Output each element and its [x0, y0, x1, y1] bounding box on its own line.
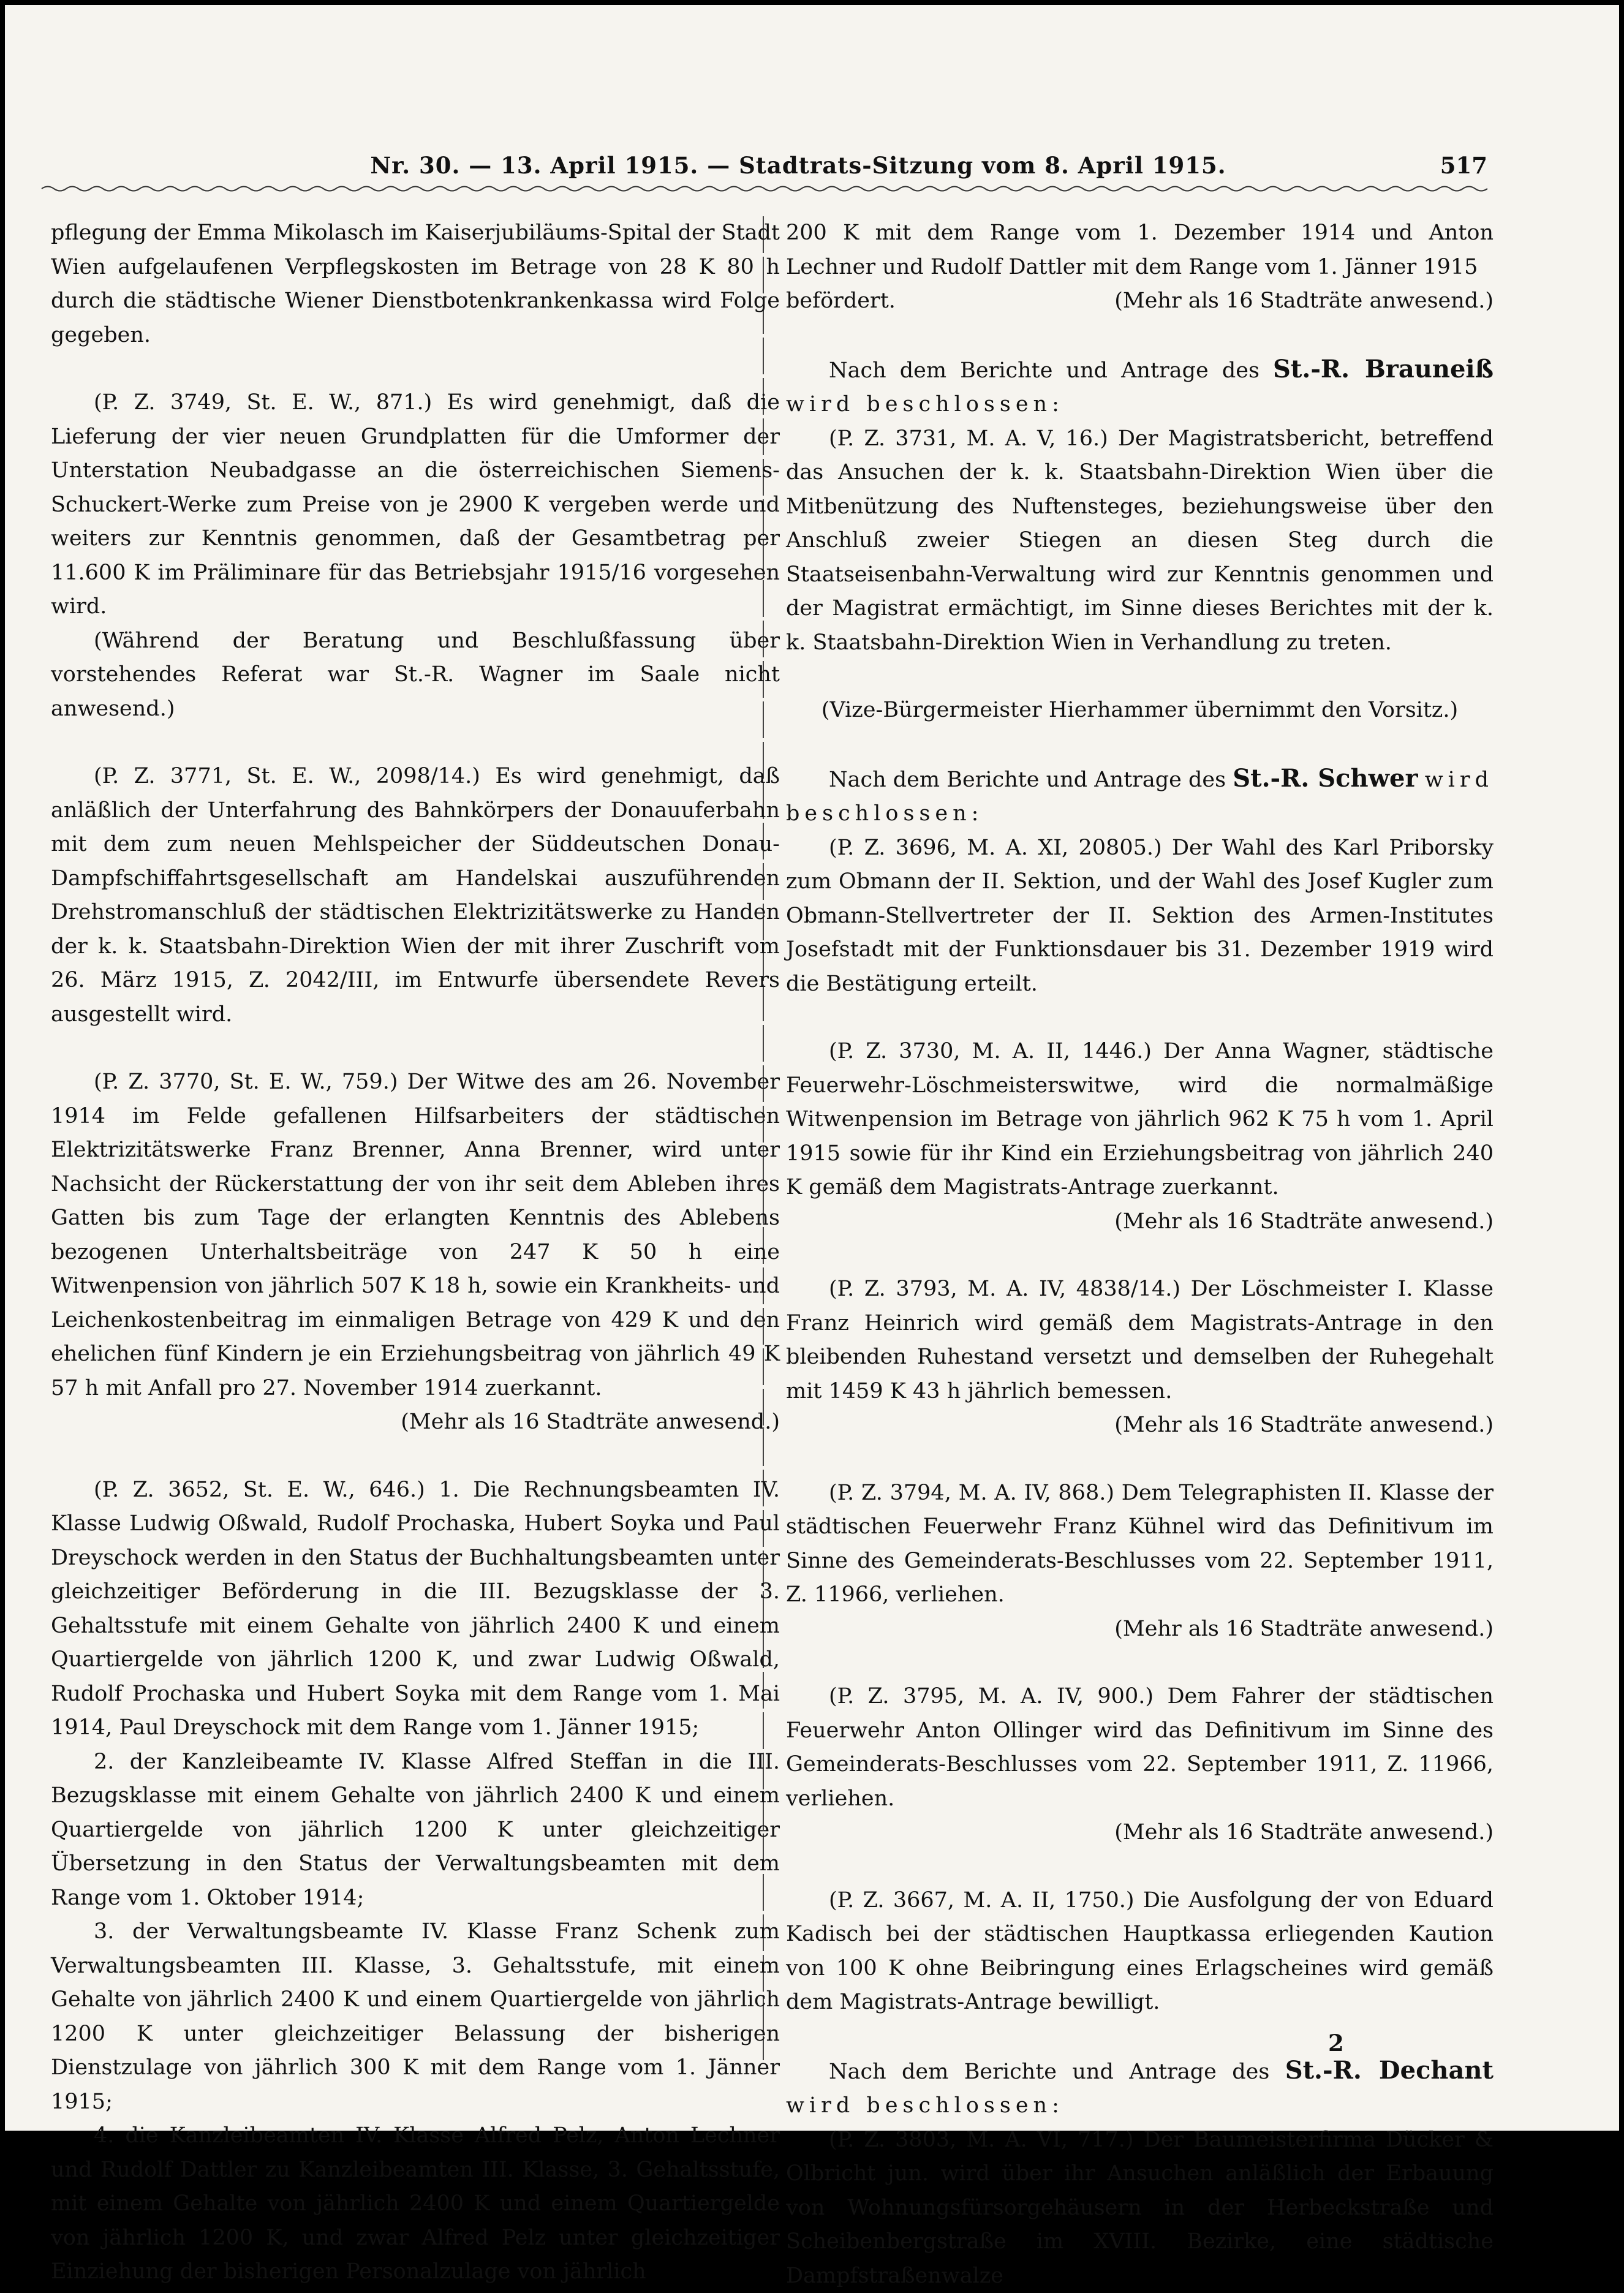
- councillor-name: St.-R. Schwer: [1233, 764, 1418, 793]
- attendance-note: (Mehr als 16 Stadträte anwesend.): [51, 1405, 780, 1440]
- paragraph-ending: [786, 284, 1494, 319]
- page-header: Nr. 30. — 13. April 1915. — Stadtrats-Sitzung vom 8. April 1915.: [348, 152, 1248, 179]
- attendance-note: (Mehr als 16 Stadträte anwesend.): [786, 1408, 1494, 1443]
- paragraph: 3. der Verwaltungsbeamte IV. Klasse Franz Schenk zum Verwaltungsbeamten III. Klasse, 3. Gehaltsstufe, mit einem Gehalte von jährlich 2400 K und einem Quartiergelde von jährlich 1200 K unter gleichzeitiger Belassung der bisherigen Dienstzulage von jährlich 300 K mit dem Range vom 1. Jänner 1915;: [51, 1915, 780, 2119]
- signature-mark: 2: [1328, 2030, 1344, 2057]
- resolution-intro: [786, 761, 1494, 831]
- intro-text: Nach dem Berichte und Antrage des: [829, 358, 1260, 383]
- paragraph: (P. Z. 3667, M. A. II, 1750.) Die Ausfolgung der von Eduard Kadisch bei der städtischen Hauptkassa erliegenden Kaution von 100 K ohne Beibringung eines Erlagscheines wird gemäß dem Magistrats-Antrage bewilligt.: [786, 1884, 1494, 2020]
- councillor-name: St.-R. Brauneiß: [1273, 355, 1494, 383]
- paragraph: (P. Z. 3771, St. E. W., 2098/14.) Es wird genehmigt, daß anläßlich der Unterfahrung des Bahnkörpers der Donauuferbahn mit dem zum neuen Mehlspeicher der Süddeutschen Donau-Dampfschiffahrtsgesellschaft am Handelskai auszuführenden Drehstromanschluß der städtischen Elektrizitätswerke zu Handen der k. k. Staatsbahn-Direktion Wien der mit ihrer Zuschrift vom 26. März 1915, Z. 2042/III, im Entwurfe übersendete Revers ausgestellt wird.: [51, 760, 780, 1032]
- paragraph: (P. Z. 3770, St. E. W., 759.) Der Witwe des am 26. November 1914 im Felde gefallenen Hilfsarbeiters der städtischen Elektrizitätswerke Franz Brenner, Anna Brenner, wird unter Nachsicht der Rückerstattung der von ihr seit dem Ableben ihres Gatten bis zum Tage der erlangten Kenntnis des Ablebens bezogenen Unterhaltsbeiträge von 247 K 50 h eine Witwenpension von jährlich 507 K 18 h, sowie ein Krankheits- und Leichenkostenbeitrag im einmaligen Betrage von 429 K und den ehelichen fünf Kindern je ein Erziehungsbeitrag von jährlich 49 K 57 h mit Anfall pro 27. November 1914 zuerkannt.: [51, 1065, 780, 1405]
- intro-text: Nach dem Berichte und Antrage des: [829, 768, 1226, 792]
- wavy-header-rule: [42, 179, 1487, 198]
- paragraph: 4. die Kanzleibeamten IV. Klasse Alfred Pelz, Anton Lechner und Rudolf Dattler zu Kanzleibeamten III. Klasse, 3. Gehaltsstufe, mit einem Gehalte von jährlich 2400 K und einem Quartiergelde von jährlich 1200 K, und zwar Alfred Pelz unter gleichzeitiger Einziehung der bisherigen Personalzulage von jährlich: [51, 2119, 780, 2289]
- page-number: 517: [1414, 152, 1487, 179]
- paragraph: (P. Z. 3749, St. E. W., 871.) Es wird genehmigt, daß die Lieferung der vier neuen Grundplatten für die Umformer der Unterstation Neubadgasse an die österreichischen Siemens-Schuckert-Werke zum Preise von je 2900 K vergeben werde und weiters zur Kenntnis genommen, daß der Gesamtbetrag per 11.600 K im Präliminare für das Betriebsjahr 1915/16 vorgesehen wird.: [51, 386, 780, 624]
- intro-text: Nach dem Berichte und Antrage des: [829, 2060, 1269, 2084]
- chair-note: (Vize-Bürgermeister Hierhammer übernimmt den Vorsitz.): [786, 693, 1494, 728]
- paragraph: (P. Z. 3730, M. A. II, 1446.) Der Anna Wagner, städtische Feuerwehr-Löschmeisterswitwe, wird die normalmäßige Witwenpension im Betrage von jährlich 962 K 75 h vom 1. April 1915 sowie für ihr Kind ein Erziehungsbeitrag von jährlich 240 K gemäß dem Magistrats-Antrage zuerkannt.: [786, 1035, 1494, 1205]
- attendance-note: (Mehr als 16 Stadträte anwesend.): [786, 1816, 1494, 1850]
- paragraph: 2. der Kanzleibeamte IV. Klasse Alfred Steffan in die III. Bezugsklasse mit einem Gehalte von jährlich 2400 K und einem Quartiergelde von jährlich 1200 K unter gleichzeitiger Übersetzung in den Status der Verwaltungsbeamten mit dem Range vom 1. Oktober 1914;: [51, 1745, 780, 1916]
- paragraph: (P. Z. 3696, M. A. XI, 20805.) Der Wahl des Karl Priborsky zum Obmann der II. Sektion, und der Wahl des Josef Kugler zum Obmann-Stellvertreter der II. Sektion des Armen-Institutes Josefstadt mit der Funktionsdauer bis 31. Dezember 1919 wird die Bestätigung erteilt.: [786, 831, 1494, 1002]
- resolution-intro: [786, 2053, 1494, 2123]
- left-column: [51, 216, 780, 2289]
- attendance-note: (Mehr als 16 Stadträte anwesend.): [786, 1205, 1494, 1239]
- paragraph-tail: befördert.: [786, 284, 896, 319]
- councillor-name: St.-R. Dechant: [1285, 2056, 1494, 2085]
- paragraph: (P. Z. 3794, M. A. IV, 868.) Dem Telegraphisten II. Klasse der städtischen Feuerwehr Franz Kühnel wird das Definitivum im Sinne des Gemeinderats-Beschlusses vom 22. September 1911, Z. 11966, verliehen.: [786, 1476, 1494, 1612]
- intro-text: wird beschlossen:: [786, 2093, 1064, 2118]
- paragraph: (P. Z. 3731, M. A. V, 16.) Der Magistratsbericht, betreffend das Ansuchen der k. k. Staatsbahn-Direktion Wien über die Mitbenützung des Nuftensteges, beziehungsweise über den Anschluß zweier Stiegen an diesen Steg durch die Staatseisenbahn-Verwaltung wird zur Kenntnis genommen und der Magistrat ermächtigt, im Sinne dieses Berichtes mit der k. k. Staatsbahn-Direktion Wien in Verhandlung zu treten.: [786, 422, 1494, 660]
- attendance-note: (Mehr als 16 Stadträte anwesend.): [786, 1612, 1494, 1647]
- right-column: [786, 216, 1494, 2293]
- paragraph: (P. Z. 3795, M. A. IV, 900.) Dem Fahrer der städtischen Feuerwehr Anton Ollinger wird das Definitivum im Sinne des Gemeinderats-Beschlusses vom 22. September 1911, Z. 11966, verliehen.: [786, 1680, 1494, 1816]
- intro-text: wird beschlossen:: [786, 392, 1064, 417]
- document-page: [5, 5, 1619, 2131]
- paragraph: (P. Z. 3652, St. E. W., 646.) 1. Die Rechnungsbeamten IV. Klasse Ludwig Oßwald, Rudolf Prochaska, Hubert Soyka und Paul Dreyschock werden in den Status der Buchhaltungsbeamten unter gleichzeitiger Beförderung in die III. Bezugsklasse der 3. Gehaltsstufe mit einem Gehalte von jährlich 2400 K und einem Quartiergelde von jährlich 1200 K, und zwar Ludwig Oßwald, Rudolf Prochaska und Hubert Soyka mit dem Range vom 1. Mai 1914, Paul Dreyschock mit dem Range vom 1. Jänner 1915;: [51, 1473, 780, 1745]
- paragraph: (P. Z. 3793, M. A. IV, 4838/14.) Der Löschmeister I. Klasse Franz Heinrich wird gemäß dem Magistrats-Antrage in den bleibenden Ruhestand versetzt und demselben der Ruhegehalt mit 1459 K 43 h jährlich bemessen.: [786, 1272, 1494, 1408]
- resolution-intro: [786, 352, 1494, 422]
- paragraph: 200 K mit dem Range vom 1. Dezember 1914 und Anton Lechner und Rudolf Dattler mit dem Range vom 1. Jänner 1915: [786, 216, 1494, 284]
- intro-text: wird beschlossen:: [786, 768, 1494, 826]
- attendance-note: (Während der Beratung und Beschlußfassung über vorstehendes Referat war St.-R. Wagner im Saale nicht anwesend.): [51, 624, 780, 727]
- paragraph: (P. Z. 3803, M. A. VI, 717.) Der Baumeisterfirma Dücker & Olbricht jun. wird über ihr Ansuchen anläßlich der Erbauung von Wohnungsfürsorgehäusern in der Herbeckstraße und Scheibenbergstraße im XVIII. Bezirke, eine städtische Dampfstraßenwalze: [786, 2123, 1494, 2293]
- paragraph: pflegung der Emma Mikolasch im Kaiserjubiläums-Spital der Stadt Wien aufgelaufenen Verpflegskosten im Betrage von 28 K 80 h durch die städtische Wiener Dienstbotenkrankenkassa wird Folge gegeben.: [51, 216, 780, 352]
- attendance-note: (Mehr als 16 Stadträte anwesend.): [1114, 284, 1494, 319]
